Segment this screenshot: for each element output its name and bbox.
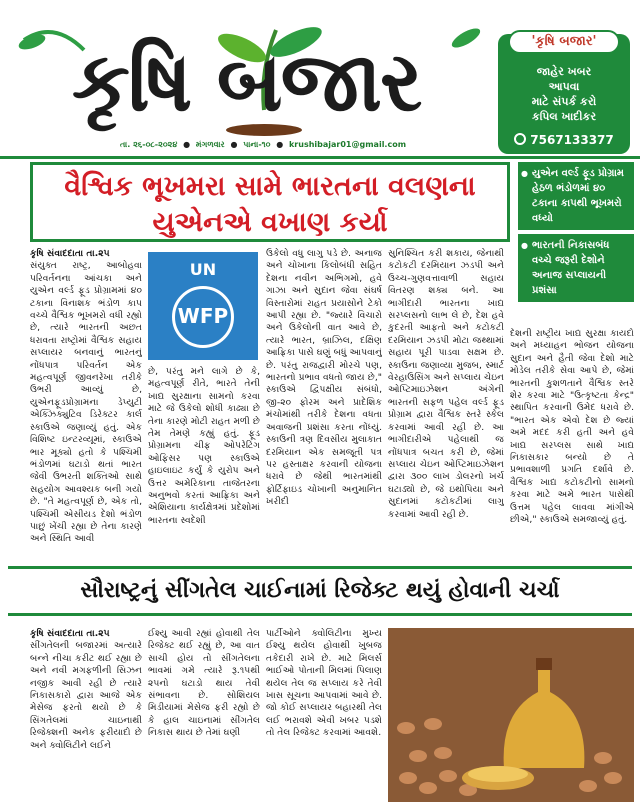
logo-wordmark: કૃષિ બજાર xyxy=(72,35,421,130)
article1-text: ઉકેલો વધુ લાગુ પડે છે. અનાજ અને ચોખાના કિલોબંધી સહિત દેશના નવીન અભિગમો, હવે ગાઝા અને સુદાન જેવા સંઘર્ષ વિસ્તારોમાં રાહત પ્રયાસોને ટેકો આપી રહ્યા છે. "જ્યારે વિચારો અને ઉકેલોની વાત આવે છે, ત્યારે ભારત, બ્રાઝિલ, દક્ષિણ આફ્રિકા પાસે ઘણું બધું આપવાનું છે. પરંતુ રાજદ્વારી મોરચે પણ, ભારતનો પ્રભાવ વધતો જાય છે," સ્કાઉએ દ્વિપક્ષીય સંબંધો, જી-૨૦ ફોરમ અને પ્રાદેશિક મંચોમાંથી તરીકે દેશના વધતા અવાજની પ્રશંસા કરતા નોંધ્યું. સ્કાઉની ત્રણ દિવસીય મુલાકાત દરમિયાન એક સમજૂતી પત્ર પર હસ્તાક્ષર કરવાની યોજના ધરાવે છે જેથી ભારતમાંથી ફોર્ટિફાઇડ ચોખાની અનુમાનિત ખરીદી xyxy=(266,248,382,508)
article2-text: પાર્ટીઓને ક્વોલિટીના મુખ્ય ઈશ્યુ થયેલ હોવાથી ખુબજ તકેદારી રાખે છે. માટે મિલર્સ ભાઈઓ પોતાની મિલમાં પિલાણ થયેલ તેલ જ સપ્લાય કરે તેવી ખાસ સૂચના આપવામાં આવે છે. જો કોઈ સપ્લાયર બહારથી તેલ લઈ ભરાવશે એવી ખબર પડશે તો તેલ રિજેક્ટ કરવામાં આવશે. xyxy=(266,628,382,739)
ad-tag: 'કૃષિ બજાર' xyxy=(508,30,620,54)
byline: કૃષિ સંવાદદાતા તા.૨૫ xyxy=(30,248,110,259)
ad-phone[interactable] xyxy=(502,133,626,147)
article1 xyxy=(30,248,634,556)
article1-col2 xyxy=(148,366,260,556)
article1-text: સંયુક્ત રાષ્ટ્ર, આબોહવા પરિવર્તનના આંચકા અને યુએન વર્લ્ડ ફૂડ પ્રોગ્રામમાં ૪૦ ટકાના વિનાશક ભંડોળ કાપ વચ્ચે વૈશ્વિક ભૂખમરો વધી રહ્યો છે, ત્યારે ભારતની અછત ધરાવતા રાષ્ટ્રોમાં વૈશ્વિક સહાય સપ્લાયર બનવાનું ભારતનું નોંધપાત્ર પરિવર્તન એક મહત્વપૂર્ણ જીવનરેખા તરીકે ઉભરી આવ્યું છે, યુએનફૂડપ્રોગ્રામના ડેપ્યુટી એક્ઝિક્યુટિવ ડિરેક્ટર કાર્લ સ્કાઉએ જણાવ્યું હતું. એક વિશિષ્ટ ઇન્ટરવ્યૂમાં, સ્કાઉએ ભાર મૂક્યો હતો કે પશ્ચિમી ભંડોળમાં ઘટાડો થતાં ભારત જેવી ઉભરતી શક્તિઓ સાથે સહયોગ આવશ્યક બની ગયો છે. "તે મહત્વપૂર્ણ છે, એક તો, પશ્ચિમી એસીયડ દેશો ભંડોળ પાછું ખેંચી રહ્યા છે તેના કારણે અને સ્થિતિ આવી xyxy=(30,260,142,545)
article1-headline: વૈશ્વિક ભૂખમરા સામે ભારતના વલણના યુએનએ વખાણ કર્યા xyxy=(64,171,476,238)
article1-col5 xyxy=(510,328,634,556)
separator-dot: ● xyxy=(276,140,284,149)
article2-text: ઈશ્યુ આવી રહ્યાં હોવાથી તેલ રિજેક્ટ થઈ રહ્યું છે, આ વાત સાચી હોય તો સીંગતેલના ભાવમાં ગમે ત્યારે રૂ.૧૫થી ૨૫નો ઘટાડો થાય તેવી સંભાવના છે. સોશિયલ મિડીયામાં મેસેજ ફરી રહ્યો છે કે હાલ ચાઇનામાં સીંગતેલ નિકાસ થાય છે તેમાં ઘણી xyxy=(148,628,260,739)
ad-body xyxy=(504,64,624,124)
article1-text: દેશની રાષ્ટ્રીય ખાદ્ય સુરક્ષા કાયદો અને મધ્યાહન ભોજન યોજના સુદાન અને હૈતી જેવા દેશો માટે મોડેલ તરીકે સેવા આપે છે, જેમાં ભારતની કુશળતાને વૈશ્વિક સ્તરે શેર કરવા માટે "ઉત્કૃષ્ટતા કેન્દ્ર" સ્થાપિત કરવાની ઉમેદ ધરાવે છે. "ભારત એક એવો દેશ છે જ્યાં અમે મદદ કરી હતી અને હવે ખાદ્ય સરપ્લસ સાથે ખાદ્ય નિકાસકાર બન્યો છે તે પ્રભાવશાળી પ્રગતિ દર્શાવે છે. વૈશ્વિક ખાદ્ય કટોકટીનો સામનો કરવા માટે અમે ભારત પાસેથી ઉત્તમ પહેલ લાવવા માંગીએ છીએ," સ્કાઉએ સમજાવ્યું હતું. xyxy=(510,328,634,526)
issue-day: મંગળવાર xyxy=(195,140,225,149)
ad-line: જાહેર ખબર xyxy=(536,65,592,78)
divider xyxy=(0,156,640,159)
article1-col4 xyxy=(388,248,504,556)
ad-line: કપિલ ખાદીકર xyxy=(531,110,597,123)
ad-line: આપવા xyxy=(548,80,580,93)
side-bullet: ● ભારતની નિકાસબંધ વચ્ચે જરૂરી દેશોને અનાજ સપ્લાયની પ્રશંસા xyxy=(518,234,634,302)
separator-dot: ● xyxy=(230,140,238,149)
article2-col1 xyxy=(30,628,142,804)
separator-dot: ● xyxy=(183,140,191,149)
article1-text: સુનિશ્ચિત કરી શકાય, જેનાથી કટોકટી દરમિયાન ઝડપી અને ઉચ્ચ-ગુણવત્તાવાળી સહાય વિતરણ શક્ય બને. આ ભાગીદારી ભારતના ખાદ્ય સરપ્લસનો લાભ લે છે, દેશ હવે કુદરતી આફતો અને કટોકટી દરમિયાન ઝડપી મોટા જથ્થામાં સહાય પૂરી પાડવા સક્ષમ છે. સ્કાઉના જણાવ્યા મુજબ, સ્માર્ટ વેરહાઉસિંગ અને સપ્લાય ચેઇન ઓપ્ટિમાઇઝેશન અંગેની ભારતની સફળ પહેલ વર્લ્ડ ફૂડ પ્રોગ્રામ દ્વારા વૈશ્વિક સ્તરે સ્કેલ કરવામાં આવી રહી છે. આ ભાગીદારીએ પહેલાથી જ નોંધપાત્ર બચત કરી છે, જેમાં સપ્લાય ચેઇન ઓપ્ટિમાઇઝેશન દ્વારા ૩૦૦ લાખ ડોલરનો ખર્ચ ઘટાડ્યો છે, જે ઇથોપિયા અને સુદાનમાં કટોકટીમાં લાગુ કરવામાં આવી રહી છે. xyxy=(388,248,504,520)
ad-line: માટે સંપર્ક કરો xyxy=(531,95,597,108)
logo xyxy=(14,20,484,138)
logo-wfp-text: WFP xyxy=(177,304,229,328)
article1-col1 xyxy=(30,248,142,556)
whatsapp-icon xyxy=(514,133,526,145)
article2-text: સીંગતેલની બજારમાં અત્યારે બન્ને નીચા કરીટ થઈ રહ્યા છે અને નવી મગફળીની સિઝન નજીક આવી રહી છે ત્યારે નિકાસકારો દ્વારા આજે એક મેસેજ ફરતો થયો છે કે સિંગતેલમાં ચાઇનાથી રિજેક્શની અનેક ફરીયાદો છે અને ક્વોલિટીને લઈને xyxy=(30,640,142,751)
article2-headline-box xyxy=(8,566,632,616)
oil-bottle-illustration xyxy=(388,628,634,802)
logo-un-text: UN xyxy=(189,260,217,279)
issue-date: તા. ૨૬-૦૮-૨૦૨૪ xyxy=(120,140,178,149)
article1-text: છે, પરંતુ મને લાગે છે કે, મહત્વપૂર્ણ રીતે, ભારતે તેની ખાદ્ય સુરક્ષાના સામનો કરવા માટે જે ઉકેલો શોધી કાઢ્યા છે તેના કારણે મોટી રાહત મળી છે તેમ તેમણે કહ્યું હતું. ફૂડ પ્રોગ્રામના ચીફ ઓપરેટિંગ ઓફિસર પણ સ્કાઉએ હાઇલાઇટ કર્યું કે યુરોપ અને ઉત્તર અમેરિકાના તાજેતરના અનુભવો કરતાં આફ્રિકા અને એશિયાના કાર્યક્ષેત્રમાં પ્રદેશોમાં ભારતના સ્વદેશી xyxy=(148,366,260,526)
ad-box xyxy=(498,34,630,154)
article2-col2 xyxy=(148,628,260,804)
headline-box xyxy=(30,162,510,242)
page-count: પાના-૧૦ xyxy=(243,140,271,149)
dateline xyxy=(120,140,409,150)
article2-col3 xyxy=(266,628,382,804)
un-wfp-logo xyxy=(148,252,258,360)
groundnut-oil-photo xyxy=(388,628,634,802)
contact-email[interactable]: krushibajar01@gmail.com xyxy=(288,140,407,149)
article1-col3 xyxy=(266,248,382,556)
side-bullet: ● યુએન વર્લ્ડ ફૂડ પ્રોગ્રામ હેઠળ ભંડોળમાં ૪૦ ટકાના કાપથી ભૂખમરો વધ્યો xyxy=(518,162,634,230)
article2 xyxy=(30,628,634,804)
byline: કૃષિ સંવાદદાતા તા.૨૫ xyxy=(30,628,110,639)
phone-number[interactable]: 7567133377 xyxy=(530,133,614,147)
article2-headline: સૌરાષ્ટ્રનું સીંગતેલ ચાઈનામાં રિજેક્ટ થયું હોવાની ચર્ચા xyxy=(80,578,560,603)
masthead xyxy=(0,0,640,158)
